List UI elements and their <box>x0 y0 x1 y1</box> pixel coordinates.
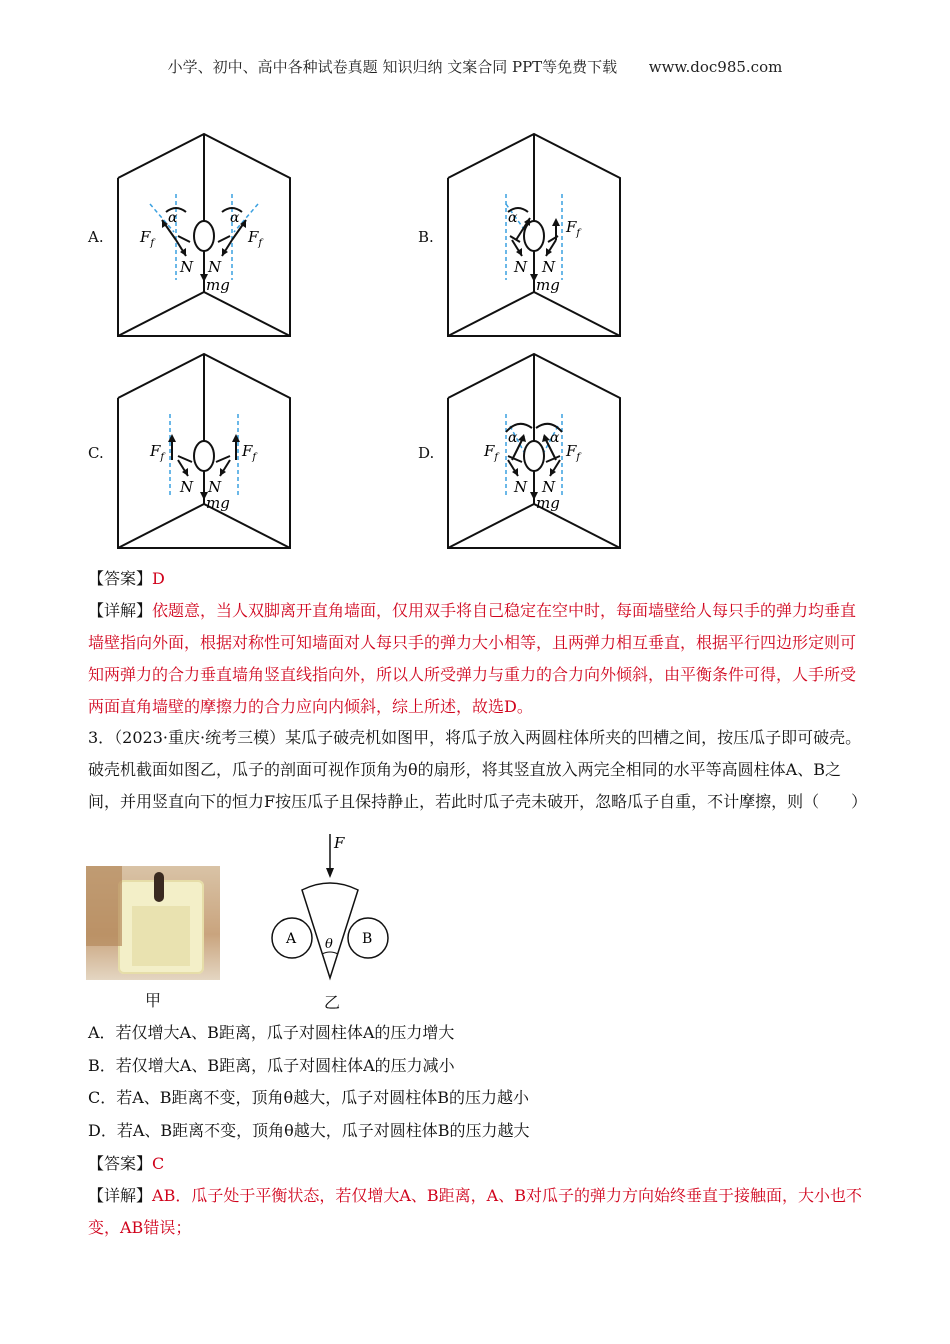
q3-answer <box>88 1151 164 1174</box>
choice-b: B．若仅增大A、B距离，瓜子对圆柱体A的压力减小 <box>88 1056 455 1075</box>
label-yi: 乙 <box>324 993 341 1012</box>
wood-board <box>86 866 122 946</box>
theta-label: θ <box>325 937 333 952</box>
ff-label-right: $F_f$ <box>566 442 581 463</box>
q2-answer <box>88 566 165 589</box>
option-a-label: A. <box>88 228 104 246</box>
ff-label-right: $F_f$ <box>242 442 257 463</box>
n-label-left: N <box>514 258 528 276</box>
label-a: A <box>286 931 297 947</box>
alpha-left: α <box>508 430 518 446</box>
detail-label: 【详解】 <box>88 1186 153 1205</box>
choice-a: A．若仅增大A、B距离，瓜子对圆柱体A的压力增大 <box>88 1023 455 1042</box>
n-label-left: N <box>180 258 194 276</box>
mg-label: mg <box>206 276 230 294</box>
n-label-right: N <box>542 478 556 496</box>
detail-label: 【详解】 <box>88 601 153 620</box>
header-url: www.doc985.com <box>648 58 783 76</box>
photo-jia <box>86 866 220 980</box>
q3-detail <box>88 1180 868 1244</box>
q3-stem: 3．（2023·重庆·统考三模）某瓜子破壳机如图甲，将瓜子放入两圆柱体所夹的凹槽之间，按压瓜子即可破壳。破壳机截面如图乙，瓜子的剖面可视作顶角为θ的扇形，将其竖直放入两完全相同的水平等高圆柱体A、B之间，并用竖直向下的恒力F按压瓜子且保持静止，若此时瓜子壳未破开，忽略瓜子自重，不计摩擦，则（ ） <box>88 728 868 811</box>
option-b-label: B. <box>418 228 434 246</box>
person-body <box>194 441 214 471</box>
figure-option-c <box>116 352 292 558</box>
ff-label-left: $F_f$ <box>484 442 499 463</box>
sheller-machine <box>118 880 204 974</box>
n-label-right: N <box>208 478 222 496</box>
answer-value: C <box>152 1154 165 1173</box>
ff-label-left: $F_f$ <box>140 228 155 249</box>
n-label-right: N <box>208 258 222 276</box>
alpha-right: α <box>230 210 240 226</box>
person-body <box>524 221 544 251</box>
ff-label-left: $F_f$ <box>150 442 165 463</box>
force-arrow-head <box>326 868 334 878</box>
answer-value: D <box>152 569 165 588</box>
option-c-label: C. <box>88 444 104 462</box>
answer-label: 【答案】 <box>88 569 153 588</box>
force-f-label: F <box>334 834 345 852</box>
mg-label: mg <box>536 494 560 512</box>
label-jia: 甲 <box>145 991 162 1010</box>
ff-label-right: $F_f$ <box>248 228 263 249</box>
figure-option-d <box>446 352 622 558</box>
detail-text: AB．瓜子处于平衡状态，若仅增大A、B距离，A、B对瓜子的弹力方向始终垂直于接触面，大小也不变，AB错误； <box>88 1186 862 1237</box>
answer-label: 【答案】 <box>88 1154 153 1173</box>
alpha-label: α <box>508 210 518 226</box>
option-d-label: D. <box>418 444 435 462</box>
n-label-right: N <box>542 258 556 276</box>
machine-cavity <box>132 906 190 966</box>
ff-label: $F_f$ <box>566 218 581 239</box>
choice-c: C．若A、B距离不变，顶角θ越大，瓜子对圆柱体B的压力越小 <box>88 1088 529 1107</box>
header-text: 小学、初中、高中各种试卷真题 知识归纳 文案合同 PPT等免费下载 <box>167 58 618 76</box>
person-body <box>194 221 214 251</box>
q2-detail <box>88 595 868 723</box>
mg-label: mg <box>536 276 560 294</box>
choice-d: D．若A、B距离不变，顶角θ越大，瓜子对圆柱体B的压力越大 <box>88 1121 530 1140</box>
alpha-left: α <box>168 210 178 226</box>
n-label-left: N <box>180 478 194 496</box>
person-body <box>524 441 544 471</box>
mg-label: mg <box>206 494 230 512</box>
detail-text: 依题意，当人双脚离开直角墙面，仅用双手将自己稳定在空中时，每面墙壁给人每只手的弹力均垂直墙壁指向外面，根据对称性可知墙面对人每只手的弹力大小相等，且两弹力相互垂直，根据平行四边形定则可知两弹力的合力垂直墙角竖直线指向外，所以人所受弹力与重力的合力向外倾斜，由平衡条件可得，人手所受两面直角墙壁的摩擦力的合力应向内倾斜，综上所述，故选D。 <box>88 601 857 716</box>
figure-yi <box>266 828 396 988</box>
seed <box>154 872 164 902</box>
alpha-right: α <box>550 430 560 446</box>
figure-option-a <box>116 132 292 338</box>
page-header <box>0 56 950 77</box>
n-label-left: N <box>514 478 528 496</box>
figure-option-b <box>446 132 622 338</box>
label-b: B <box>362 931 373 947</box>
